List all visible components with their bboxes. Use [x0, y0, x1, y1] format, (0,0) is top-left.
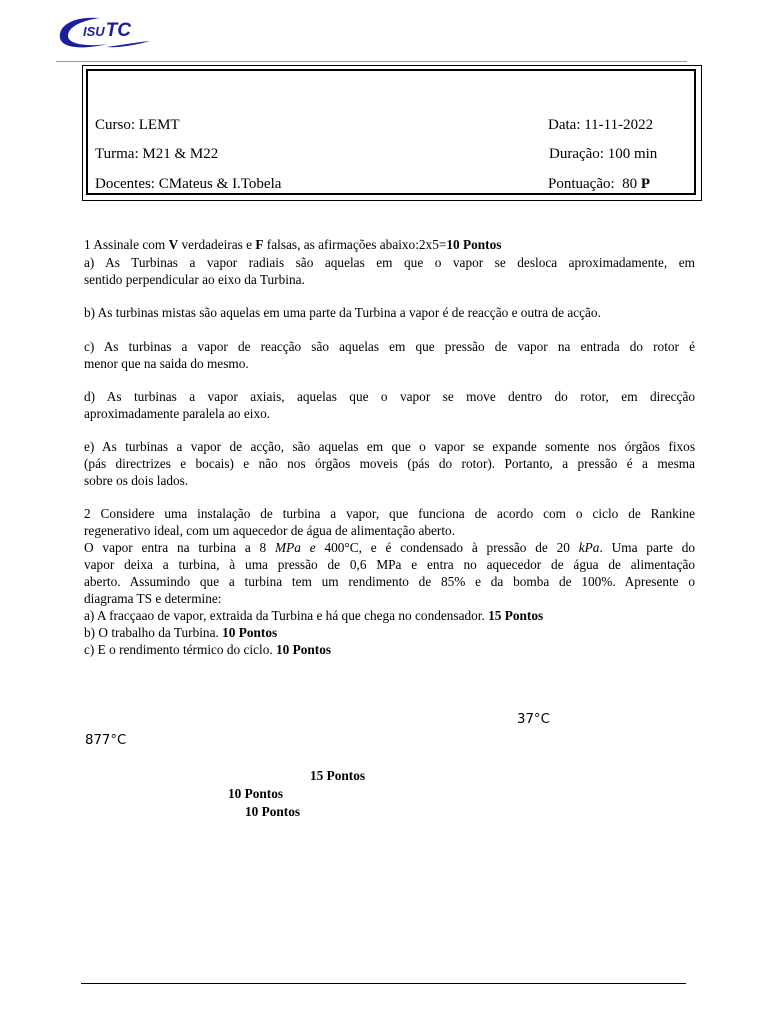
turma-value: M21 & M22 [142, 146, 219, 162]
q2-line3-text-2: 400°C, e é condensado à pressão de 20 [315, 540, 579, 555]
logo-isu: ISU [83, 24, 105, 39]
q1-a-line1: a) As Turbinas a vapor radiais são aquelas em que o vapor se desloca aproximadamente, em [84, 255, 695, 270]
q2-c-points: 10 Pontos [276, 642, 332, 657]
q2-line3-text-3: . Uma parte do [599, 540, 696, 555]
footer-divider [81, 983, 686, 984]
q2-a-points: 15 Pontos [488, 608, 544, 623]
pontuacao-label: Pontuação: [548, 176, 615, 192]
q2-b-text: b) O trabalho da Turbina. [84, 625, 223, 640]
question-2 [84, 505, 695, 658]
q1-c-line1: c) As turbinas a vapor de reacção são aquelas em que pressão de vapor na entrada do rotor é [84, 339, 695, 354]
curso-value: LEMT [138, 117, 180, 133]
header-divider [56, 61, 687, 62]
docentes-label: Docentes: [95, 176, 155, 192]
q1-intro-text: 1 Assinale com [84, 237, 169, 252]
turma-label: Turma: [95, 146, 139, 162]
q2-line3-text: O vapor entra na turbina a 8 [84, 540, 276, 555]
q2-line3-unit-kpa: kPa [578, 540, 600, 555]
q2-line6: diagrama TS e determine: [84, 591, 222, 606]
q1-intro-text-3: falsas, as afirmações abaixo:2x5= [263, 237, 447, 252]
q1-a-line2: sentido perpendicular ao eixo da Turbina. [84, 272, 305, 287]
q2-line5: aberto. Assumindo que a turbina tem um rendimento de 85% e da bomba de 100%. Apresente o [84, 574, 695, 589]
q2-line1: 2 Considere uma instalação de turbina a vapor, que funciona de acordo com o ciclo de Rankine [84, 506, 695, 521]
q2-b-points: 10 Pontos [222, 625, 278, 640]
q2-a-text: a) A fracçaao de vapor, extraida da Turbina e há que chega no condensador. [84, 608, 489, 623]
curso-label: Curso: [95, 117, 136, 133]
q2-line3 [84, 539, 695, 556]
q1-c-line2: menor que na saida do mesmo. [84, 356, 249, 371]
stray-points-15: 15 Pontos [310, 768, 366, 783]
curso-row [95, 116, 180, 134]
q1-v-marker: V [168, 237, 179, 252]
q1-item-b [84, 304, 695, 321]
q1-item-e [84, 438, 695, 489]
stray-temp-37: 37°C [517, 712, 550, 727]
q2-item-b [84, 624, 695, 641]
duracao-label: Duração: [549, 146, 604, 162]
stray-points-10b: 10 Pontos [245, 804, 301, 819]
q1-e-line3: sobre os dois lados. [84, 473, 189, 488]
pontuacao-row [548, 175, 650, 193]
q1-b-line1: b) As turbinas mistas são aquelas em uma parte da Turbina a vapor é de reacção e outra de acção. [84, 305, 601, 320]
q1-d-line1: d) As turbinas a vapor axiais, aquelas que o vapor se move dentro do rotor, em direcção [84, 389, 695, 404]
isutc-logo [56, 14, 152, 58]
q2-item-a [84, 607, 695, 624]
question-1-intro [84, 236, 695, 253]
q1-points: 10 Pontos [446, 237, 502, 252]
pontuacao-value: 80 [622, 176, 638, 192]
stray-temp-877: 877°C [85, 733, 127, 748]
q2-line3-unit-mpa: MPa e [275, 540, 316, 555]
duracao-value: 100 min [607, 146, 658, 162]
q1-item-d [84, 388, 695, 422]
q1-e-line1: e) As turbinas a vapor de acção, são aquelas em que o vapor se expande somente nos órgãos fixos [84, 439, 695, 454]
turma-row [95, 145, 218, 163]
q2-line4: vapor deixa a turbina, à uma pressão de 0,6 MPa e entra no aquecedor de água de alimentação [84, 557, 695, 572]
duracao-row [549, 145, 657, 163]
docentes-row [95, 175, 281, 193]
q1-f-marker: F [255, 237, 264, 252]
data-row [548, 116, 653, 134]
stray-points-10a: 10 Pontos [228, 786, 284, 801]
q2-c-text: c) E o rendimento térmico do ciclo. [84, 642, 276, 657]
q1-item-a [84, 254, 695, 288]
q2-item-c [84, 641, 695, 658]
logo-text [83, 20, 131, 42]
data-value: 11-11-2022 [584, 117, 654, 133]
pontuacao-unit: P [640, 176, 651, 192]
q1-intro-text-2: verdadeiras e [178, 237, 256, 252]
q1-item-c [84, 338, 695, 372]
q1-e-line2: (pás directrizes e bocais) e não nos órgãos moveis (pás do rotor). Portanto, a pressão é a mesma [84, 456, 695, 471]
data-label: Data: [548, 117, 581, 133]
docentes-value: CMateus & I.Tobela [158, 176, 282, 192]
q1-d-line2: aproximadamente paralela ao eixo. [84, 406, 271, 421]
logo-tc: TC [105, 20, 131, 41]
q2-line2: regenerativo ideal, com um aquecedor de água de alimentação aberto. [84, 523, 456, 538]
